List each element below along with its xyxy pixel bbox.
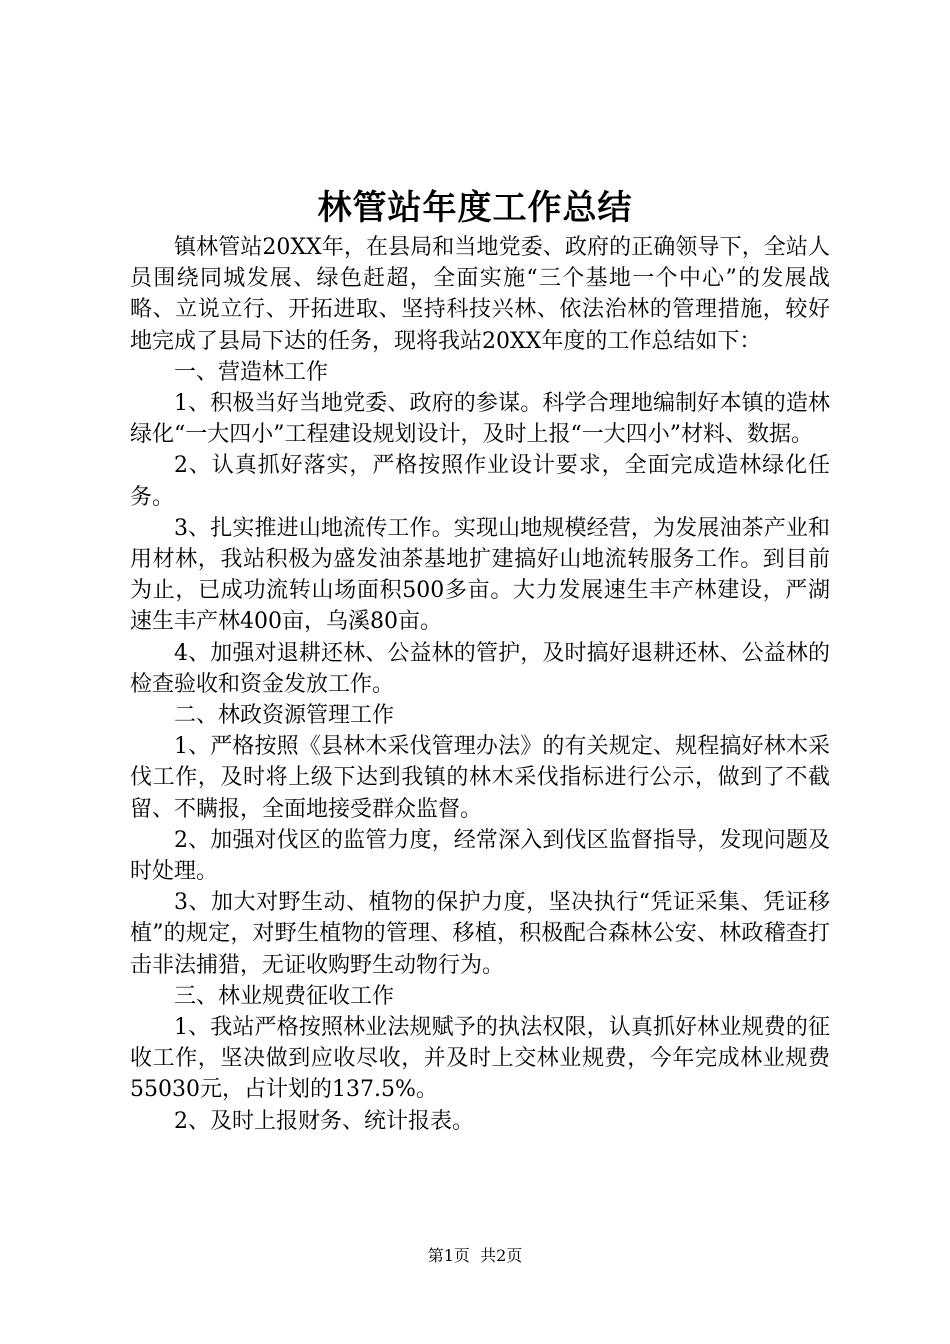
paragraph: 2、加强对伐区的监管力度，经常深入到伐区监督指导，发现问题及时处理。 — [130, 827, 830, 885]
section-heading-forest-resources: 二、林政资源管理工作 — [174, 703, 395, 729]
paragraph: 2、及时上报财务、统计报表。 — [174, 1108, 474, 1134]
page-number: 第1页 共2页 — [427, 1246, 523, 1265]
section-heading-afforestation: 一、营造林工作 — [174, 359, 329, 385]
paragraph: 2、认真抓好落实，严格按照作业设计要求，全面完成造林绿化任务。 — [130, 453, 830, 510]
paragraph-intro: 镇林管站20XX年，在县局和当地党委、政府的正确领导下，全站人员围绕同城发展、绿色赶超，全面实施“三个基地一个中心”的发展战略、立说立行、开拓进取、坚持科技兴林、依法治林的管理措施，较好地完成了县局下达的任务，现将我站20XX年度的工作总结如下： — [130, 235, 830, 354]
paragraph: 1、我站严格按照林业法规赋予的执法权限，认真抓好林业规费的征收工作，坚决做到应收尽收，并及时上交林业规费，今年完成林业规费55030元，占计划的137.5%。 — [130, 1015, 830, 1103]
page-footer — [0, 1245, 950, 1267]
paragraph: 3、扎实推进山地流传工作。实现山地规模经营，为发展油茶产业和用材林，我站积极为盛发油茶基地扩建搞好山地流转服务工作。到目前为止，已成功流转山场面积500多亩。大力发展速生丰产林建设，严湖速生丰产林400亩，乌溪80亩。 — [130, 515, 830, 635]
paragraph: 4、加强对退耕还林、公益林的管护，及时搞好退耕还林、公益林的检查验收和资金发放工作。 — [130, 640, 830, 697]
document-body — [130, 232, 830, 1137]
section-heading-fee-collection: 三、林业规费征收工作 — [174, 983, 395, 1009]
paragraph: 1、积极当好当地党委、政府的参谋。科学合理地编制好本镇的造林绿化“一大四小”工程建设规划设计，及时上报“一大四小”材料、数据。 — [130, 391, 830, 448]
paragraph: 3、加大对野生动、植物的保护力度，坚决执行“凭证采集、凭证移植”的规定，对野生植物的管理、移植，积极配合森林公安、林政稽查打击非法捕猎，无证收购野生动物行为。 — [130, 890, 830, 978]
document-title: 林管站年度工作总结 — [317, 188, 633, 228]
paragraph: 1、严格按照《县林木采伐管理办法》的有关规定、规程搞好林木采伐工作，及时将上级下达到我镇的林木采伐指标进行公示，做到了不截留、不瞒报，全面地接受群众监督。 — [130, 734, 830, 822]
